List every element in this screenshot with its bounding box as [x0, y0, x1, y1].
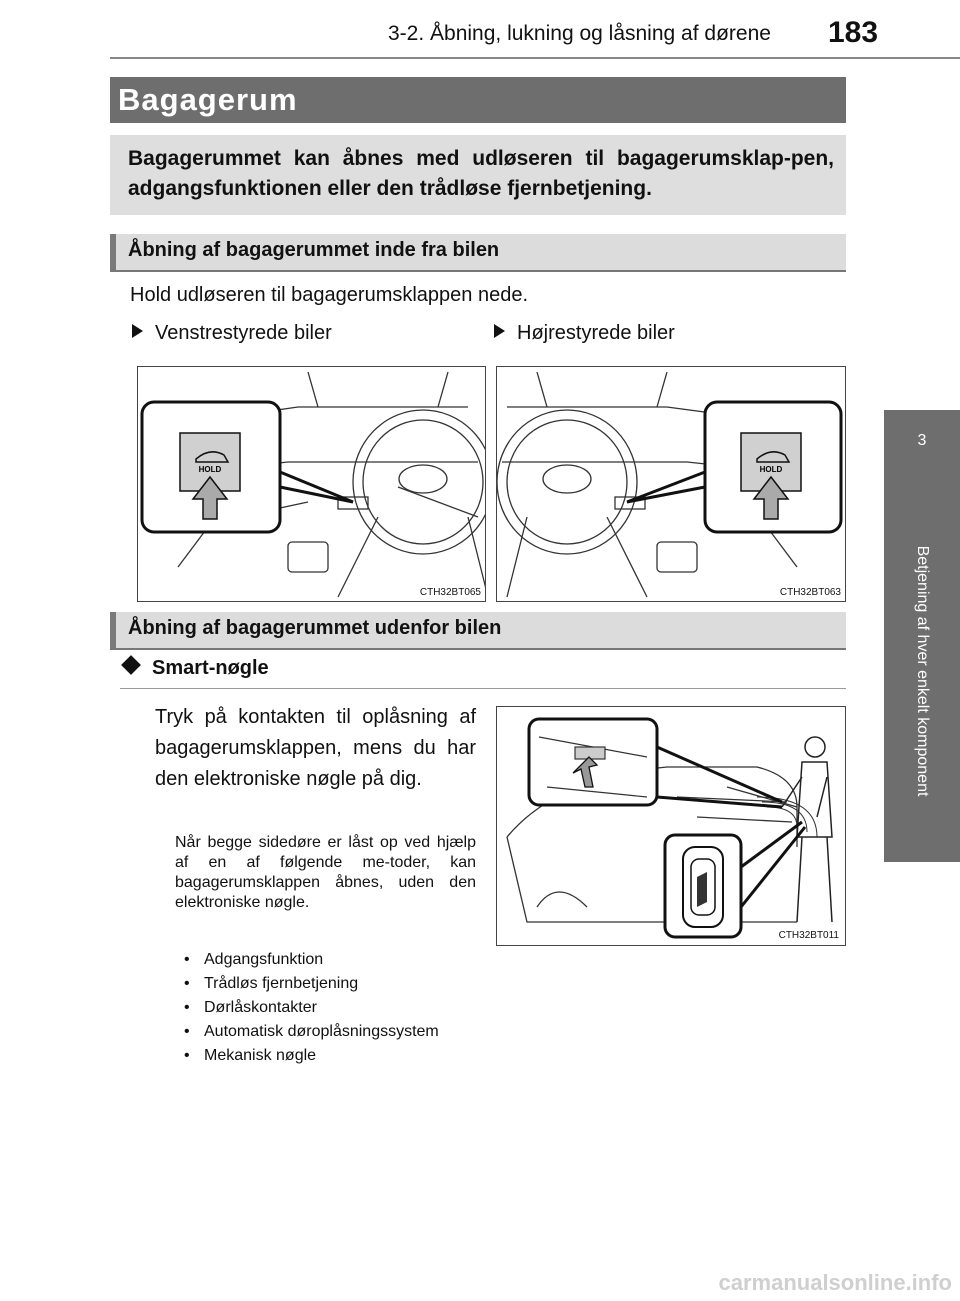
figure-code: CTH32BT063: [779, 587, 841, 598]
figure-left-drive: [137, 366, 486, 602]
instruction-text: Hold udløseren til bagagerumsklappen nede.: [130, 284, 529, 306]
section-edge: [110, 234, 116, 270]
figure-right-drive: [496, 366, 846, 602]
left-drive-label: [132, 322, 332, 345]
callout-pointer: [627, 472, 705, 502]
triangle-bullet-icon: [494, 324, 505, 338]
note-text: Når begge sidedøre er låst op ved hjælp af en af følgende me-toder, kan bagagerumsklappen åbnes, uden den elektroniske nøgle.: [175, 834, 476, 911]
intro-text: Bagagerummet kan åbnes med udløseren til bagagerumsklap-pen, adgangsfunktionen eller den trådløse fjernbetjening.: [128, 147, 834, 200]
subheading: [124, 657, 269, 680]
right-drive-label: [494, 322, 675, 345]
list-item: • Trådløs fjernbetjening: [184, 975, 359, 992]
chapter-number: 3: [917, 432, 927, 449]
section-edge: [110, 612, 116, 648]
signal-arcs: [757, 797, 817, 837]
chapter-title: Betjening af hver enkelt komponent: [914, 545, 931, 797]
list-item-text: Mekanisk nøgle: [204, 1047, 317, 1064]
list-item: • Mekanisk nøgle: [184, 1047, 317, 1064]
right-drive-text: Højrestyrede biler: [517, 322, 675, 344]
section-heading-text: Åbning af bagagerummet inde fra bilen: [128, 239, 500, 261]
figure-code: CTH32BT065: [419, 587, 481, 598]
list-item-text: Trådløs fjernbetjening: [204, 975, 359, 992]
section-heading-outside: [110, 612, 846, 650]
dashboard-illustration-right: [497, 367, 845, 601]
section-heading-inside: [110, 234, 846, 272]
subheading-rule: [120, 688, 846, 689]
callout-pointer: [657, 747, 782, 802]
section-heading-text: Åbning af bagagerummet udenfor bilen: [128, 617, 502, 639]
header-divider: [110, 57, 960, 59]
list-item-text: Dørlåskontakter: [204, 999, 317, 1016]
running-header: 3-2. Åbning, lukning og låsning af dørene: [388, 22, 771, 45]
list-item: • Dørlåskontakter: [184, 999, 317, 1016]
list-item-text: Automatisk døroplåsningssystem: [204, 1023, 439, 1040]
dashboard-illustration-left: [138, 367, 485, 601]
figure-code: CTH32BT011: [778, 930, 839, 941]
chapter-title-vertical: [902, 500, 942, 830]
method-list: [184, 948, 439, 1068]
hold-label: HOLD: [759, 465, 783, 474]
left-drive-text: Venstrestyrede biler: [155, 322, 332, 344]
page-number: 183: [828, 16, 879, 49]
diamond-bullet-icon: [121, 655, 141, 675]
triangle-bullet-icon: [132, 324, 143, 338]
smart-key-paragraph: Tryk på kontakten til oplåsning af bagagerumsklappen, mens du har den elektroniske nøgle på dig.: [155, 706, 476, 790]
watermark: carmanualsonline.info: [718, 1270, 952, 1295]
hold-label: HOLD: [198, 465, 222, 474]
subheading-text: Smart-nøgle: [152, 657, 269, 679]
list-item: • Automatisk døroplåsningssystem: [184, 1023, 439, 1040]
list-item-text: Adgangsfunktion: [204, 951, 324, 968]
car-trunk-illustration: [497, 707, 845, 945]
page-title: Bagagerum: [118, 82, 298, 117]
callout-pointer: [280, 472, 353, 502]
figure-smart-key: [496, 706, 846, 946]
list-item: • Adgangsfunktion: [184, 951, 324, 968]
